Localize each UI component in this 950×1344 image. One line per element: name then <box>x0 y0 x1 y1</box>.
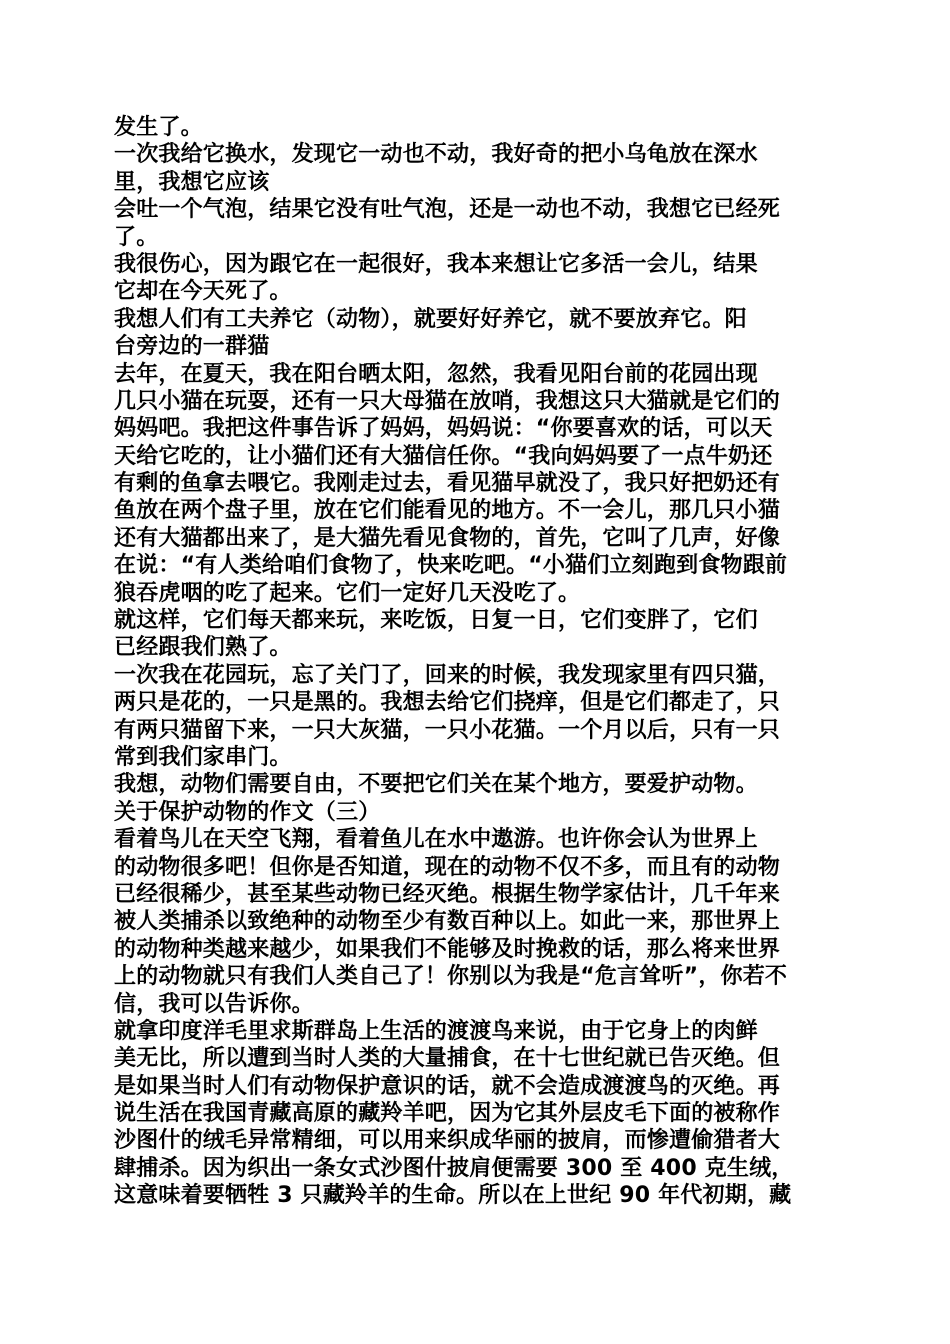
text-line: 有剩的鱼拿去喂它。我刚走过去，看见猫早就没了，我只好把奶还有 <box>114 471 781 497</box>
text-line: 两只是花的，一只是黑的。我想去给它们挠痒，但是它们都走了，只 <box>114 690 781 716</box>
text-line: 发生了。 <box>114 115 203 140</box>
text-line: 一次我在花园玩，忘了关门了，回来的时候，我发现家里有四只猫， <box>114 662 781 688</box>
text-line: 天给它吃的，让小猫们还有大猫信任你。“我向妈妈要了一点牛奶还 <box>114 443 773 469</box>
text-line: 去年，在夏天，我在阳台晒太阳，忽然，我看见阳台前的花园出现 <box>114 361 758 387</box>
text-line: 一次我给它换水，发现它一动也不动，我好奇的把小乌龟放在深水 <box>114 142 758 168</box>
text-line: 在说：“有人类给咱们食物了，快来吃吧。“小猫们立刻跑到食物跟前 <box>114 553 788 579</box>
text-line: 的动物种类越来越少，如果我们不能够及时挽救的话，那么将来世界 <box>114 936 781 962</box>
text-line: 已经跟我们熟了。 <box>114 635 292 661</box>
text-line: 鱼放在两个盘子里，放在它们能看见的地方。不一会儿，那几只小猫 <box>114 498 781 524</box>
text-line: 看着鸟儿在天空飞翔，看着鱼儿在水中遨游。也许你会认为世界上 <box>114 827 758 853</box>
text-line: 上的动物就只有我们人类自己了！你别以为我是“危言耸听”，你若不 <box>114 964 788 990</box>
text-line: 说生活在我国青藏高原的藏羚羊吧，因为它其外层皮毛下面的被称作 <box>114 1101 781 1127</box>
text-line: 的动物很多吧！但你是否知道，现在的动物不仅不多，而且有的动物 <box>114 854 781 880</box>
text-line: 它却在今天死了。 <box>114 279 292 305</box>
text-line: 会吐一个气泡，结果它没有吐气泡，还是一动也不动，我想它已经死 <box>114 197 781 223</box>
text-line: 狼吞虎咽的吃了起来。它们一定好几天没吃了。 <box>114 580 581 606</box>
text-line: 妈妈吧。我把这件事告诉了妈妈，妈妈说：“你要喜欢的话，可以天 <box>114 416 773 442</box>
text-line: 里，我想它应该 <box>114 169 270 195</box>
text-line: 我想人们有工夫养它（动物），就要好好养它，就不要放弃它。阳 <box>114 306 747 332</box>
text-line: 是如果当时人们有动物保护意识的话，就不会造成渡渡鸟的灭绝。再 <box>114 1073 781 1099</box>
text-line: 美无比，所以遭到当时人类的大量捕食，在十七世纪就已告灭绝。但 <box>114 1046 781 1072</box>
text-line: 就拿印度洋毛里求斯群岛上生活的渡渡鸟来说，由于它身上的肉鲜 <box>114 1018 758 1044</box>
section-heading: 关于保护动物的作文（三） <box>114 799 381 825</box>
text-line: 我很伤心，因为跟它在一起很好，我本来想让它多活一会儿，结果 <box>114 251 758 277</box>
text-line: 了。 <box>114 224 159 250</box>
text-line: 有两只猫留下来，一只大灰猫，一只小花猫。一个月以后，只有一只 <box>114 717 781 743</box>
text-line: 还有大猫都出来了，是大猫先看见食物的，首先，它叫了几声，好像 <box>114 525 781 551</box>
text-line: 我想，动物们需要自由，不要把它们关在某个地方，要爱护动物。 <box>114 772 758 798</box>
document-page <box>114 114 836 1210</box>
text-line: 常到我们家串门。 <box>114 744 292 770</box>
text-line: 被人类捕杀以致绝种的动物至少有数百种以上。如此一来，那世界上 <box>114 909 781 935</box>
text-line: 已经很稀少，甚至某些动物已经灭绝。根据生物学家估计，几千年来 <box>114 881 781 907</box>
text-line: 肆捕杀。因为织出一条女式沙图什披肩便需要 300 至 400 克生绒， <box>114 1155 794 1181</box>
text-line: 这意味着要牺牲 3 只藏羚羊的生命。所以在上世纪 90 年代初期，藏 <box>114 1183 792 1209</box>
text-line: 沙图什的绒毛异常精细，可以用来织成华丽的披肩，而惨遭偷猎者大 <box>114 1128 781 1154</box>
text-line: 台旁边的一群猫 <box>114 334 270 360</box>
text-line: 几只小猫在玩耍，还有一只大母猫在放哨，我想这只大猫就是它们的 <box>114 388 781 414</box>
text-line: 就这样，它们每天都来玩，来吃饭，日复一日，它们变胖了，它们 <box>114 608 758 634</box>
text-line: 信，我可以告诉你。 <box>114 991 314 1017</box>
